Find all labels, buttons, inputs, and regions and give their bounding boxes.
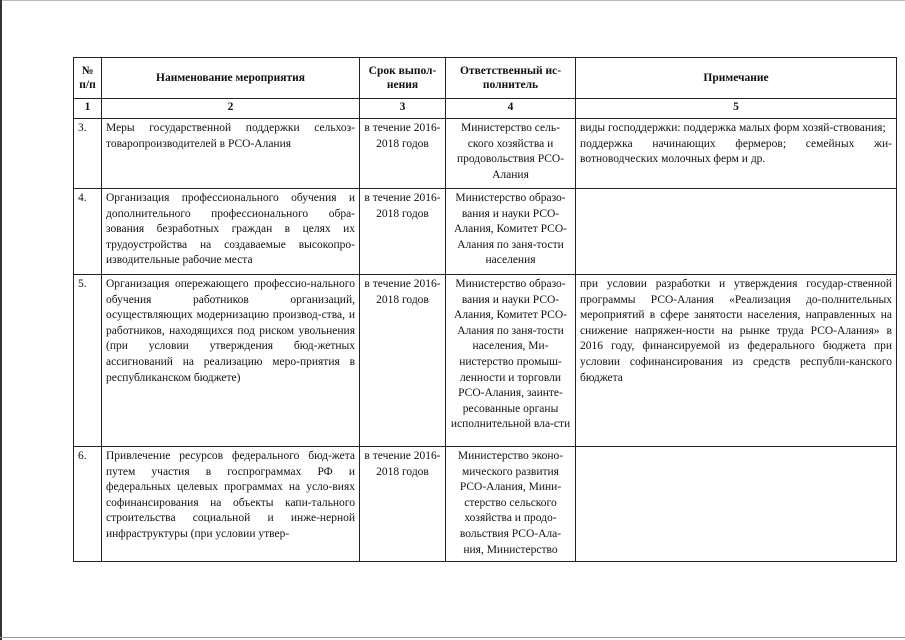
responsible: Министерство образо-вания и науки РСО-Алания, Комитет РСО-Алания по заня-тости населения [446, 189, 576, 275]
measure-name: Меры государственной поддержки сельхоз-товаропроизводителей в РСО-Алания [102, 119, 360, 189]
page-bottom-edge [0, 637, 905, 638]
note [576, 189, 897, 275]
column-number: 1 [74, 99, 102, 119]
note-line: при условии разработки и утверждения государ-ственной программы РСО-Алания «Реализация до-полнительных мероприятий в сфере занятости населения, направленных на снижение напряжен-ности на рынке труда РСО-Алания» в 2016 году, финансируемой из федерального бюджета при условии софинансирования из средств республи-канского бюджета [580, 278, 892, 384]
term: в течение 2016-2018 годов [360, 275, 446, 447]
note-line: виды господдержки: поддержка малых форм хозяй-ствования; [580, 122, 886, 134]
table-row [74, 189, 897, 275]
responsible: Министерство сель-ского хозяйства и продовольствия РСО-Алания [446, 119, 576, 189]
note [576, 275, 897, 447]
term: в течение 2016-2018 годов [360, 189, 446, 275]
term: в течение 2016-2018 годов [360, 447, 446, 562]
column-number: 3 [360, 99, 446, 119]
header-row [74, 58, 897, 99]
row-number: 5. [74, 275, 102, 447]
note-line: поддержка начинающих фермеров; семейных жи-вотноводческих молочных ферм и др. [580, 137, 892, 166]
row-number: 6. [74, 447, 102, 562]
column-number: 4 [446, 99, 576, 119]
note [576, 119, 897, 189]
page-left-edge [0, 0, 2, 640]
responsible: Министерство образо-вания и науки РСО-Алания, Комитет РСО-Алания по заня-тости населения, Ми-нистерство промыш-ленности и торговли РСО-Алания, заинте-ресованные органы исполнительной вла-сти [446, 275, 576, 447]
header-responsible: Ответственный ис-полнитель [446, 58, 576, 99]
column-number-row [74, 99, 897, 119]
measure-name: Привлечение ресурсов федерального бюд-жета путем участия в госпрограммах РФ и федеральных целевых программах на усло-виях софинансирования на объекты капи-тального строительства социальной и инже-нерной инфраструктуры (при условии утвер- [102, 447, 360, 562]
measures-table [73, 57, 897, 562]
responsible: Министерство эконо-мического развития РСО-Алания, Мини-стерство сельского хозяйства и продо-вольствия РСО-Ала-ния, Министерство [446, 447, 576, 562]
page-top-edge [0, 0, 905, 1]
row-number: 3. [74, 119, 102, 189]
column-number: 2 [102, 99, 360, 119]
table-row [74, 447, 897, 562]
header-number: № п/п [74, 58, 102, 99]
header-note: Примечание [576, 58, 897, 99]
term: в течение 2016-2018 годов [360, 119, 446, 189]
header-measure-name: Наименование мероприятия [102, 58, 360, 99]
table-row [74, 119, 897, 189]
table-row [74, 275, 897, 447]
row-number: 4. [74, 189, 102, 275]
header-term: Срок выпол-нения [360, 58, 446, 99]
measure-name: Организация профессионального обучения и дополнительного профессионального обра-зования безработных граждан в целях их трудоустройства на создаваемые высокопро-изводительные рабочие места [102, 189, 360, 275]
note [576, 447, 897, 562]
column-number: 5 [576, 99, 897, 119]
measure-name: Организация опережающего профессио-нального обучения работников организаций, осуществляющих модернизацию производ-ства, и работников, находящихся под риском увольнения (при условии утверждения бюд-жетных ассигнований на реализацию меро-приятия в республиканском бюджете) [102, 275, 360, 447]
